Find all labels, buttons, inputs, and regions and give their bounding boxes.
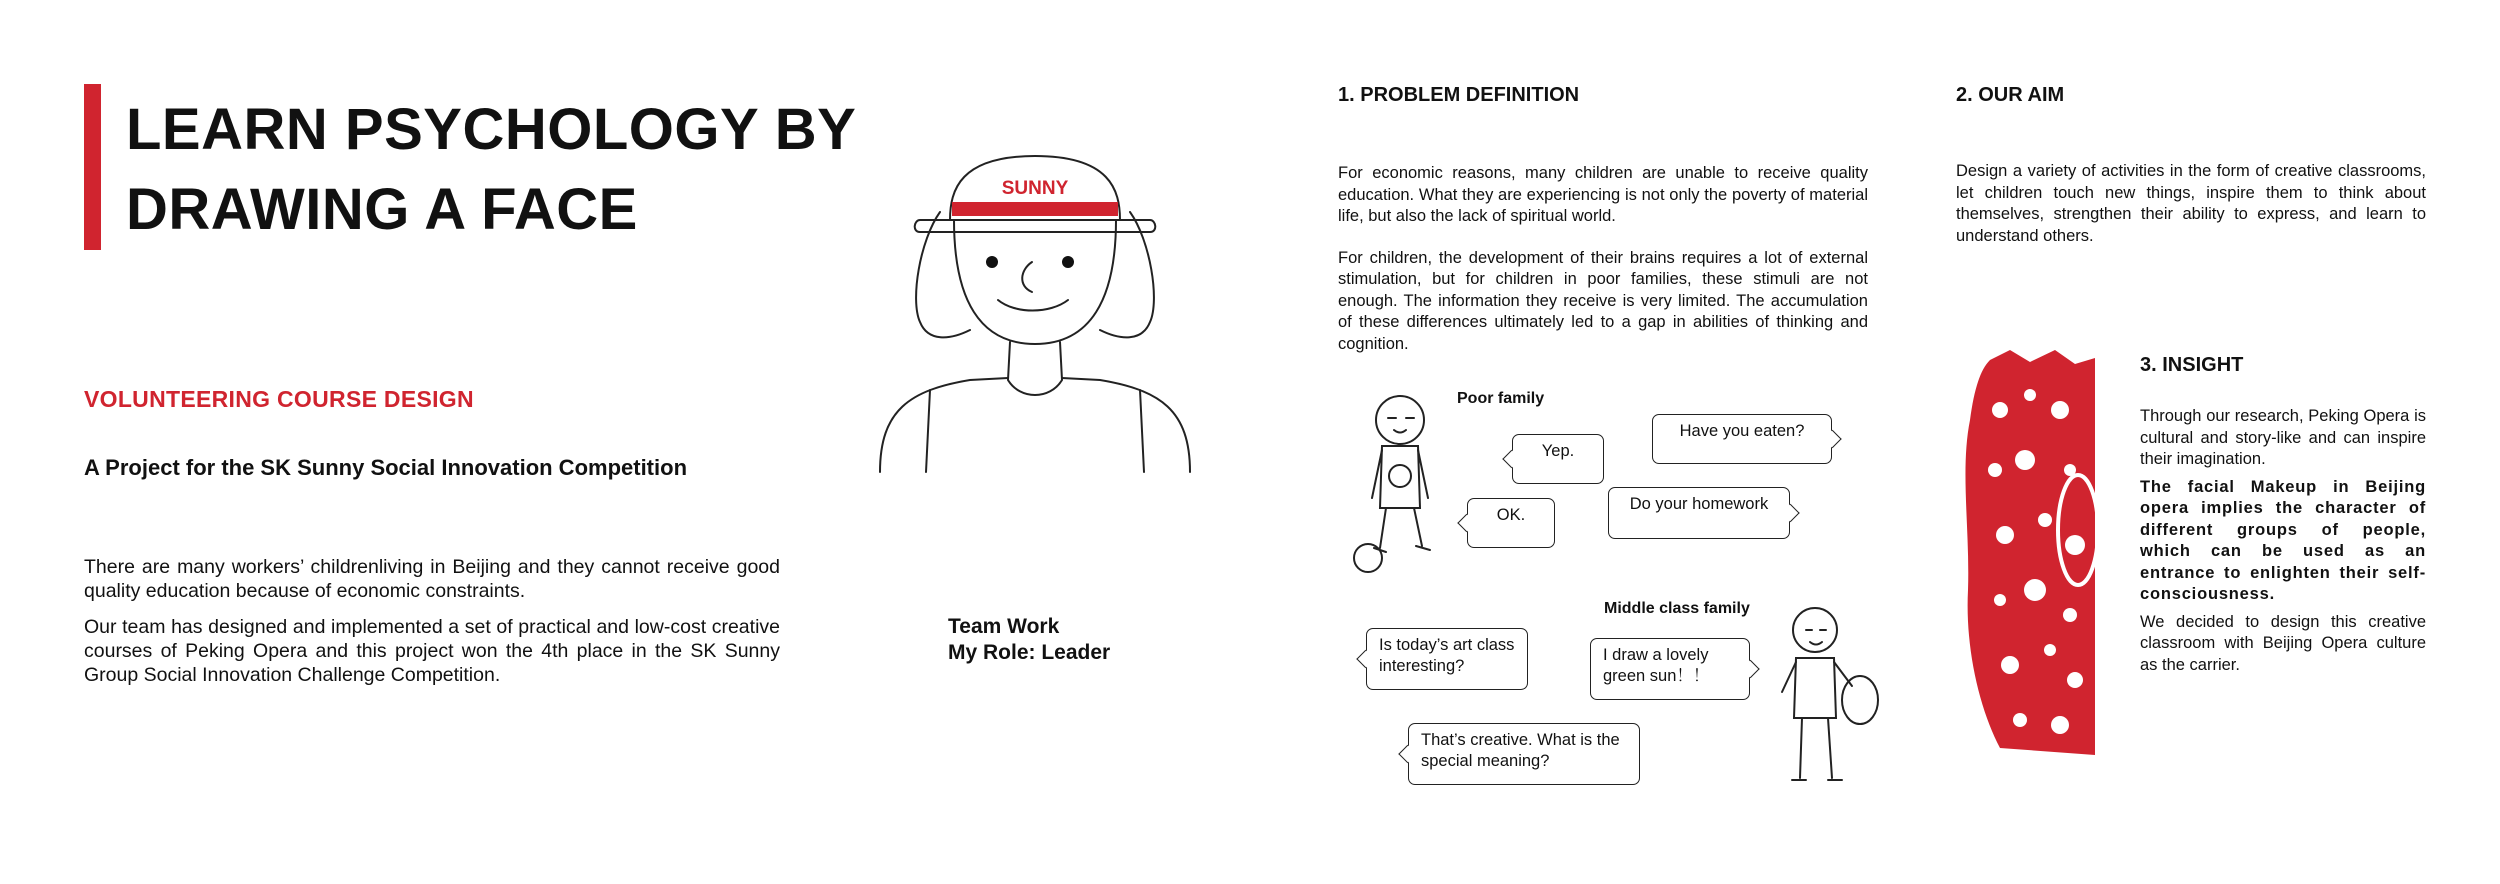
bubble-green-sun: I draw a lovely green sun！！	[1590, 638, 1750, 700]
page-title-line-2: DRAWING A FACE	[126, 177, 638, 242]
left-eye	[986, 256, 998, 268]
bubble-ok: OK.	[1467, 498, 1555, 548]
page-title	[126, 90, 926, 250]
intro-paragraph-1: There are many workers’ childrenliving in Beijing and they cannot receive good quality education because of economic constraints.	[84, 556, 780, 602]
bubble-do-your-homework: Do your homework	[1608, 487, 1790, 539]
bubble-yep: Yep.	[1512, 434, 1604, 484]
bubble-art-class: Is today’s art class interesting?	[1366, 628, 1528, 690]
problem-paragraph-2: For children, the development of their brains requires a lot of external stimulation, but for children in poor families, these stimuli are not enough. The information they receive is very limited. The accumulation of these differences ultimately led to a gap in abilities of thinking and cognition.	[1338, 248, 1868, 353]
intro-text	[84, 555, 780, 699]
portrait-illustration	[870, 150, 1200, 480]
team-line-2: My Role: Leader	[948, 641, 1111, 664]
poor-child-illustration	[1350, 388, 1450, 578]
problem-text	[1338, 163, 1868, 375]
problem-paragraph-1: For economic reasons, many children are unable to receive quality education. What they are experiencing is not only the poverty of material life, but also the lack of spiritual world.	[1338, 164, 1868, 225]
project-line: A Project for the SK Sunny Social Innovation Competition	[84, 455, 688, 480]
insight-text	[2140, 406, 2426, 682]
insight-paragraph-1: Through our research, Peking Opera is cultural and story-like and can inspire their imagination.	[2140, 407, 2426, 468]
right-eye	[1062, 256, 1074, 268]
poor-family-label: Poor family	[1457, 390, 1545, 407]
aim-paragraph-text: Design a variety of activities in the form of creative classrooms, let children touch new things, inspire them to think about themselves, strengthen their ability to express, and learn to understand others.	[1956, 162, 2426, 245]
hat-label: SUNNY	[1001, 178, 1069, 199]
page-title-line-1: LEARN PSYCHOLOGY BY	[126, 97, 857, 162]
problem-title: 1. PROBLEM DEFINITION	[1338, 84, 1580, 106]
insight-title: 3. INSIGHT	[2140, 354, 2244, 376]
hat-band	[952, 202, 1118, 216]
aim-title: 2. OUR AIM	[1956, 84, 2065, 106]
opera-mask-artwork	[1960, 350, 2095, 755]
aim-paragraph	[1956, 161, 2426, 267]
middle-child-illustration	[1770, 600, 1880, 790]
intro-paragraph-2: Our team has designed and implemented a set of practical and low-cost creative courses of Peking Opera and this project won the 4th place in the SK Sunny Group Social Innovation Challenge Competition.	[84, 616, 780, 686]
section-subtitle: VOLUNTEERING COURSE DESIGN	[84, 386, 474, 412]
insight-paragraph-3: We decided to design this creative classroom with Beijing Opera culture as the carrier.	[2140, 612, 2426, 674]
team-line-1: Team Work	[948, 615, 1060, 638]
team-role	[948, 614, 1110, 666]
bubble-have-you-eaten: Have you eaten?	[1652, 414, 1832, 464]
bubble-thats-creative: That’s creative. What is the special meaning?	[1408, 723, 1640, 785]
insight-paragraph-2: The facial Makeup in Beijing opera implies the character of different groups of people, which can be used as an entrance to enlighten their self-consciousness.	[2140, 477, 2426, 603]
title-accent-bar	[84, 84, 101, 250]
middle-class-label: Middle class family	[1604, 600, 1750, 617]
